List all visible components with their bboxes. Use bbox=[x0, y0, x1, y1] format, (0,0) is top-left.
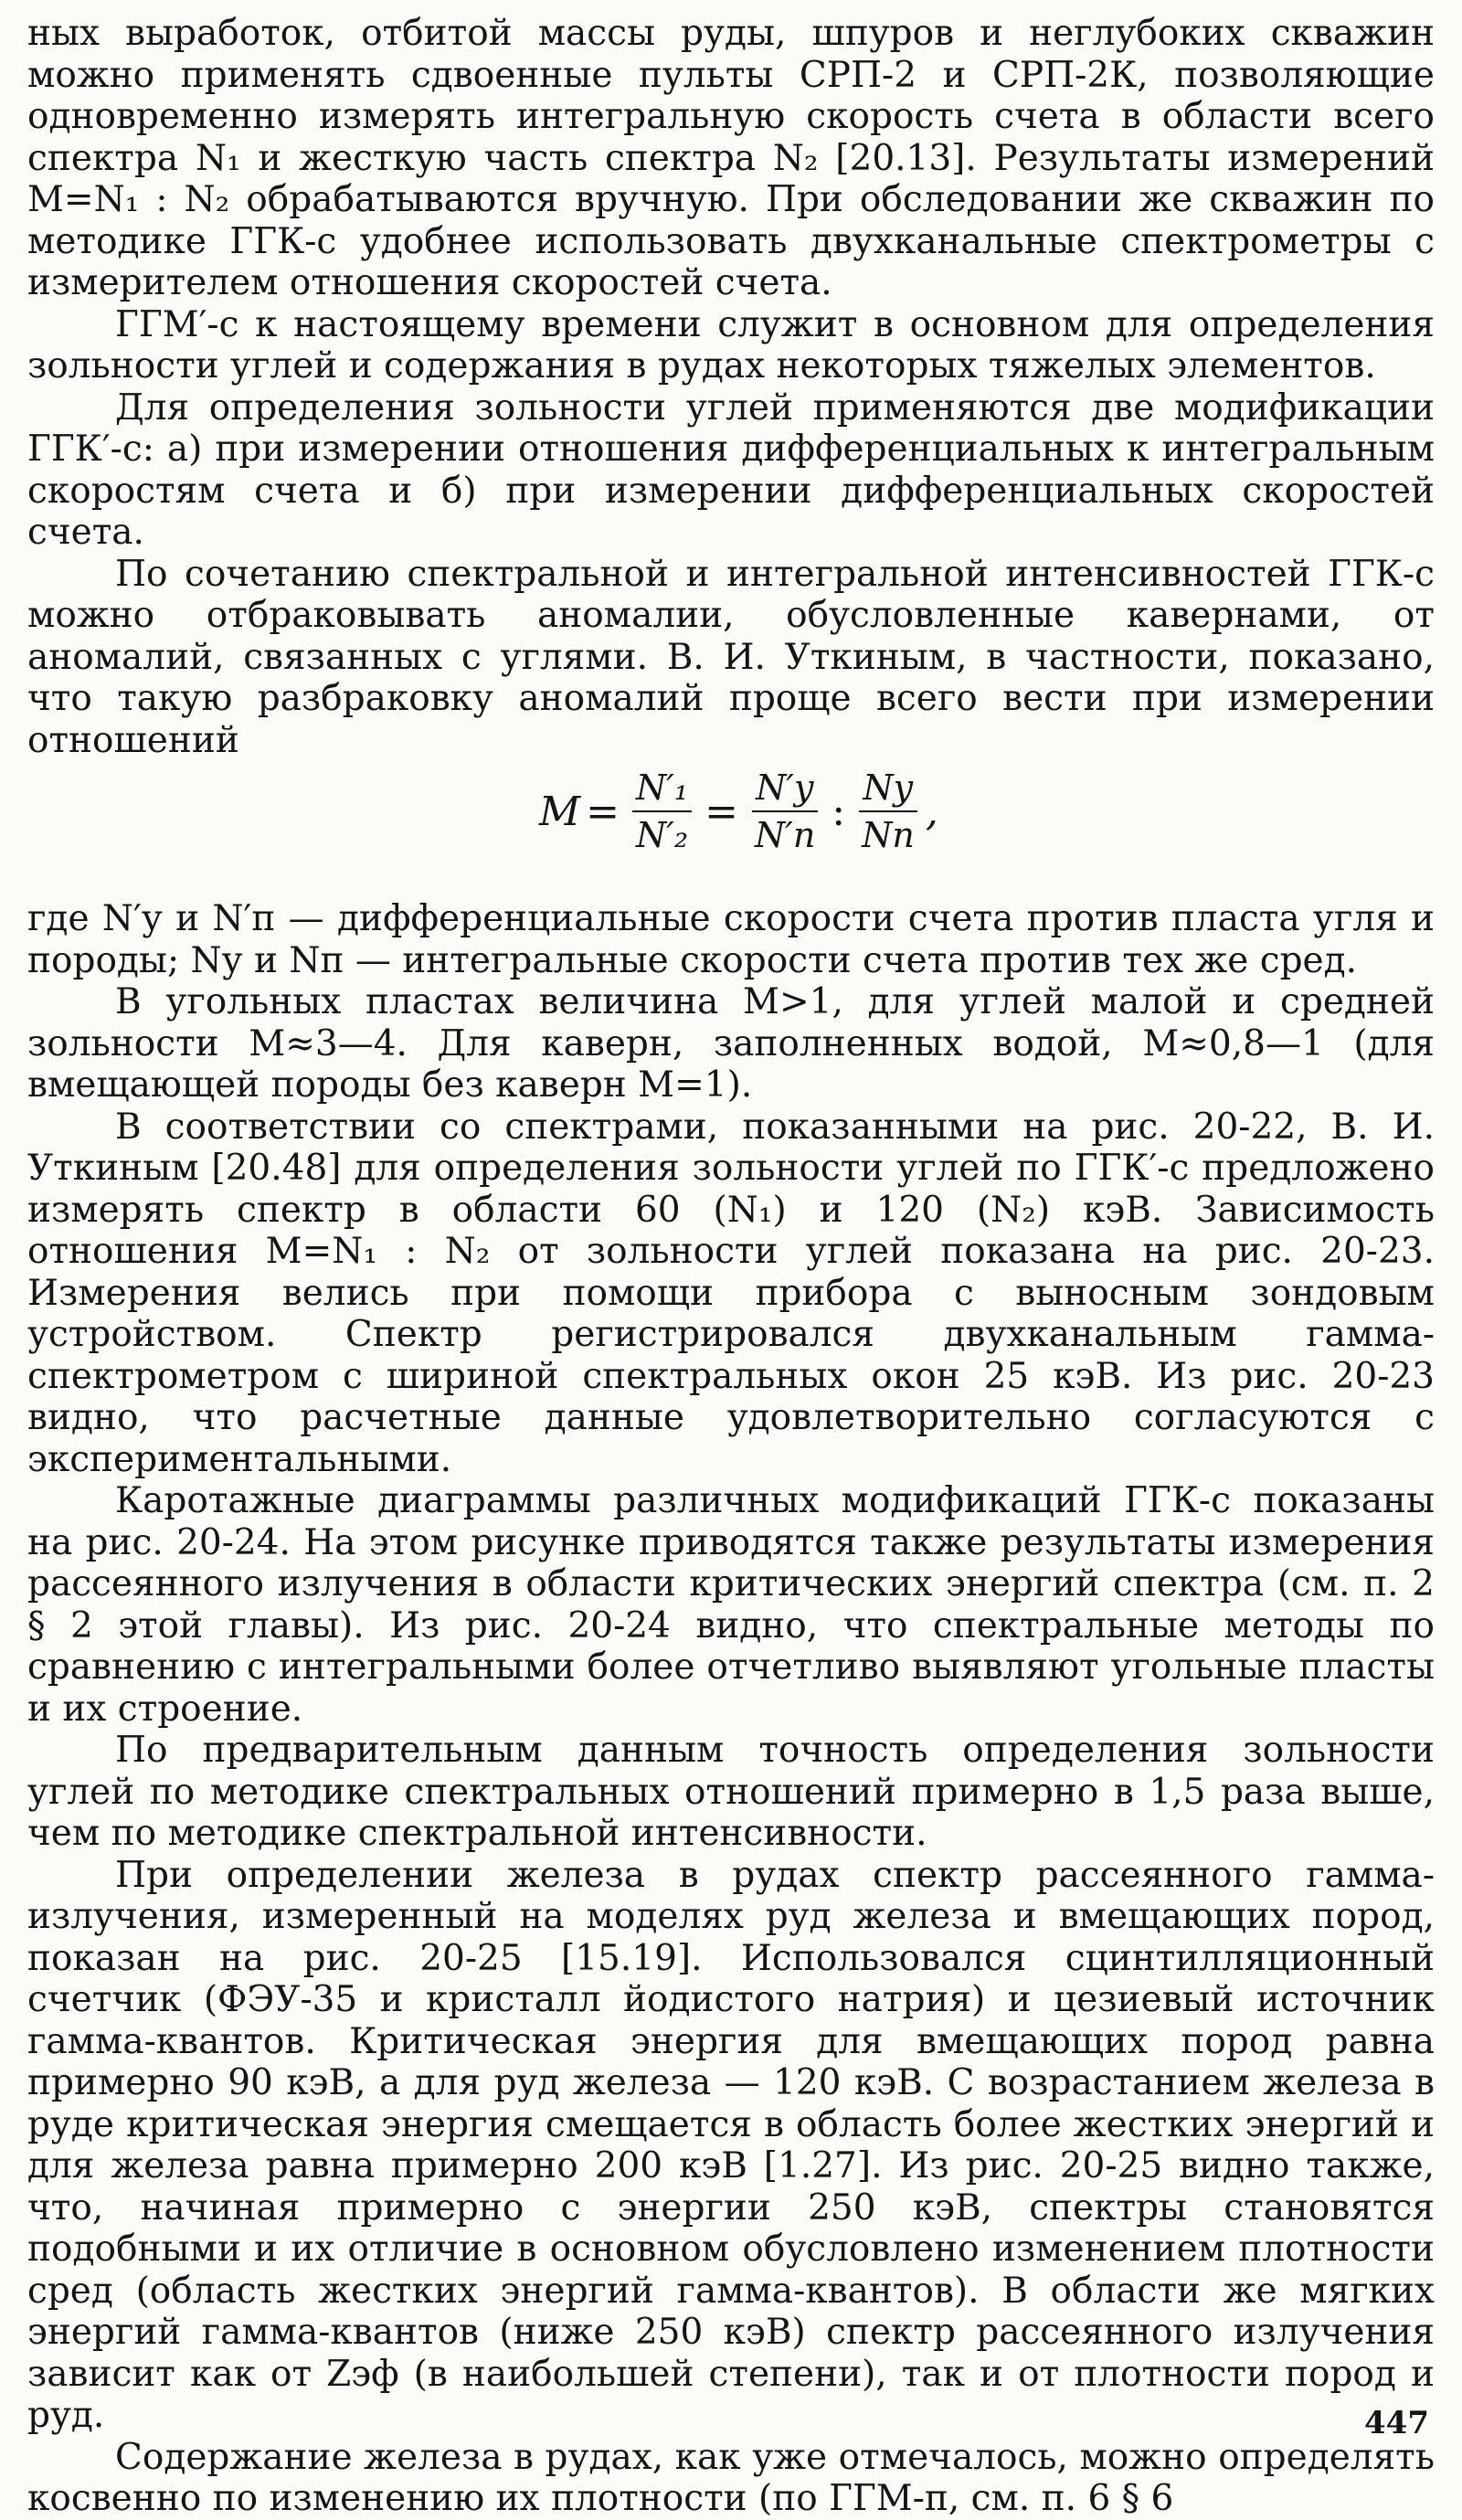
formula-fraction-3 bbox=[858, 767, 918, 856]
paragraph: ГГМ′-с к настоящему времени служит в основном для определения зольности углей и содержания в рудах некоторых тяжелых элементов. bbox=[27, 303, 1435, 386]
paragraph: Для определения зольности углей применяются две модификации ГГК′-с: а) при измерении отношения дифференциальных к интегральным скоростям счета и б) при измерении дифференциальных скоростей счета. bbox=[27, 386, 1435, 553]
page-content bbox=[27, 13, 1435, 2520]
fraction-numerator: N′₁ bbox=[632, 767, 692, 812]
formula-equals: = bbox=[705, 788, 738, 835]
fraction-denominator: N′п bbox=[754, 815, 816, 855]
formula-fraction-1 bbox=[632, 767, 692, 856]
formula-fraction-2 bbox=[751, 767, 819, 856]
page-number: 447 bbox=[1364, 2405, 1429, 2441]
formula-equals: = bbox=[586, 788, 620, 835]
fraction-numerator: Nу bbox=[859, 767, 916, 812]
formula-lhs: M bbox=[539, 788, 581, 835]
paragraph-continuation: ных выработок, отбитой массы руды, шпуров и неглубоких скважин можно применять сдвоенные пульты СРП-2 и СРП-2К, позволяющие одновременно измерять интегральную скорость счета в области всего спектра N₁ и жесткую часть спектра N₂ [20.13]. Результаты измерений M=N₁ : N₂ обрабатываются вручную. При обследовании же скважин по методике ГГК-с удобнее использовать двухканальные спектрометры с измерителем отношения скоростей счета. bbox=[27, 13, 1435, 303]
paragraph: По предварительным данным точность определения зольности углей по методике спектральных отношений примерно в 1,5 раза выше, чем по методике спектральной интенсивности. bbox=[27, 1730, 1435, 1854]
fraction-denominator: N′₂ bbox=[635, 815, 689, 855]
formula-tail: , bbox=[925, 788, 938, 835]
formula-colon: : bbox=[832, 788, 846, 835]
fraction-denominator: Nп bbox=[862, 815, 915, 855]
paragraph: В угольных пластах величина M>1, для углей малой и средней зольности M≈3—4. Для каверн, заполненных водой, M≈0,8—1 (для вмещающей породы без каверн M=1). bbox=[27, 981, 1435, 1106]
paragraph: По сочетанию спектральной и интегральной интенсивностей ГГК-с можно отбраковывать аномалии, обусловленные кавернами, от аномалий, связанных с углями. В. И. Уткиным, в частности, показано, что такую разбраковку аномалий проще всего вести при измерении отношений bbox=[27, 553, 1435, 761]
paragraph: При определении железа в рудах спектр рассеянного гамма-излучения, измеренный на моделях руд железа и вмещающих пород, показан на рис. 20-25 [15.19]. Использовался сцинтилляционный счетчик (ФЭУ-35 и кристалл йодистого натрия) и цезиевый источник гамма-квантов. Критическая энергия для вмещающих пород равна примерно 90 кэВ, а для руд железа — 120 кэВ. С возрастанием железа в руде критическая энергия смещается в область более жестких энергий и для железа равна примерно 200 кэВ [1.27]. Из рис. 20-25 видно также, что, начиная примерно с энергии 250 кэВ, спектры становятся подобными и их отличие в основном обусловлено изменением плотности сред (область жестких энергий гамма-квантов). В области же мягких энергий гамма-квантов (ниже 250 кэВ) спектр рассеянного излучения зависит как от Zэф (в наибольшей степени), так и от плотности пород и руд. bbox=[27, 1854, 1435, 2436]
fraction-numerator: N′у bbox=[752, 767, 818, 812]
formula-expression bbox=[539, 767, 938, 856]
paragraph: Каротажные диаграммы различных модификаций ГГК-с показаны на рис. 20-24. На этом рисунке приводятся также результаты измерения рассеянного излучения в области критических энергий спектра (см. п. 2 § 2 этой главы). Из рис. 20-24 видно, что спектральные методы по сравнению с интегральными более отчетливо выявляют угольные пласты и их строение. bbox=[27, 1480, 1435, 1730]
paragraph-formula-explanation: где N′у и N′п — дифференциальные скорости счета против пласта угля и породы; Nу и Nп — интегральные скорости счета против тех же сред. bbox=[27, 898, 1435, 981]
paragraph-last: Содержание железа в рудах, как уже отмечалось, можно определять косвенно по изменению их плотности (по ГГМ-п, см. п. 6 § 6 bbox=[27, 2436, 1435, 2519]
paragraph: В соответствии со спектрами, показанными на рис. 20-22, В. И. Уткиным [20.48] для определения зольности углей по ГГК′-с предложено измерять спектр в области 60 (N₁) и 120 (N₂) кэВ. Зависимость отношения M=N₁ : N₂ от зольности углей показана на рис. 20-23. Измерения велись при помощи прибора с выносным зондовым устройством. Спектр регистрировался двухканальным гамма-спектрометром с шириной спектральных окон 25 кэВ. Из рис. 20-23 видно, что расчетные данные удовлетворительно согласуются с экспериментальными. bbox=[27, 1106, 1435, 1480]
formula-block bbox=[27, 761, 1435, 898]
